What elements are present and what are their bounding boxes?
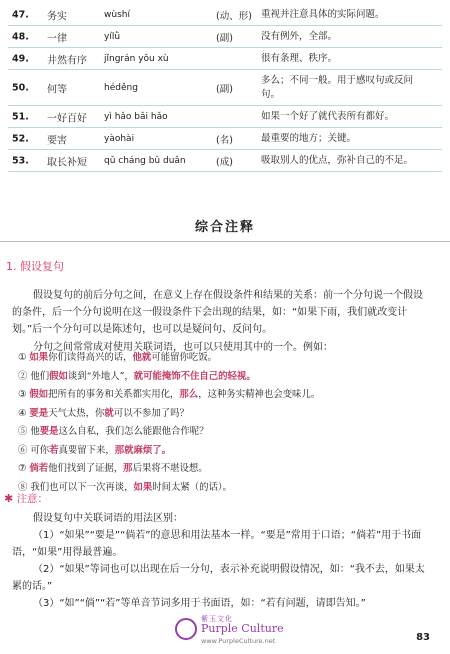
watermark-url: www.PurpleCulture.net <box>201 637 276 645</box>
vocab-word: 要害 <box>47 135 67 146</box>
note-heading <box>4 491 48 506</box>
page-number: 83 <box>416 632 430 643</box>
note-line: 假设复句中关联词语的用法区别： <box>33 513 183 524</box>
example-sentence: ⑧ 我们也可以下一次再谈，如果时间太紧（的话）。 <box>18 481 232 493</box>
vocab-pos: (名) <box>216 134 233 146</box>
vocabulary-table <box>8 4 442 172</box>
vocab-row <box>8 150 442 172</box>
section-divider <box>0 241 450 242</box>
vocab-number: 49. <box>12 53 29 64</box>
watermark-cn: 紫玉文化 <box>201 615 233 623</box>
vocab-number: 51. <box>12 111 29 122</box>
example-sentence: ① 如果你们读得高兴的话，他就可能留你吃饭。 <box>18 352 217 363</box>
vocab-meaning: 没有例外，全部。 <box>261 30 338 42</box>
example-sentence: ⑤ 他要是这么自私，我们怎么能跟他合作呢？ <box>18 426 209 437</box>
vocab-word: 井然有序 <box>47 55 87 66</box>
vocab-pos: (副) <box>216 83 233 95</box>
vocab-meaning: 很有条理、秩序。 <box>261 52 338 64</box>
watermark-en: Purple Culture <box>201 622 284 635</box>
vocab-meaning: 最重要的地方；关键。 <box>261 132 357 144</box>
vocab-pos: (成) <box>216 156 233 168</box>
vocab-pinyin: qǔ cháng bǔ duǎn <box>104 155 186 166</box>
vocab-row <box>8 48 442 70</box>
vocab-row <box>8 70 442 106</box>
example-list <box>18 349 432 497</box>
note-line: （1）“如果”“要是”“倘若”的意思和用法基本一样。“要是”常用于口语；“倘若”用于书面语，“如果”用得最普遍。 <box>12 530 422 558</box>
example-sentence: ② 他们假如谈到“外地人”，就可能掩饰不住自己的轻视。 <box>18 370 256 382</box>
vocab-meaning: 多么；不同一般。用于感叹句或反问句。 <box>261 74 414 100</box>
vocab-row <box>8 26 442 48</box>
section-heading: 综合注释 <box>194 220 255 235</box>
vocab-number: 50. <box>12 82 29 93</box>
example-sentence: ⑥ 可你若真要留下来，那就麻烦了。 <box>18 444 172 456</box>
vocab-pinyin: yàohài <box>104 133 135 144</box>
star-icon: ✱ <box>4 492 14 505</box>
note-body <box>12 510 430 612</box>
vocab-word: 一好百好 <box>47 113 87 124</box>
vocab-row <box>8 4 442 26</box>
vocab-meaning: 吸取别人的优点，弥补自己的不足。 <box>261 154 414 166</box>
note-line: （3）“如”“倘”“若”等单音节词多用于书面语，如：“若有问题，请即告知。” <box>33 598 366 609</box>
paragraph-definition: 假设复句的前后分句之间，在意义上存在假设条件和结果的关系：前一个分句说一个假设的条件，后一个分句说明在这一假设条件下会出现的结果，如：“如果下雨，我们就改变计划。”后一个分句可以是陈述句，也可以是疑问句、反问句。 <box>12 290 423 335</box>
vocab-word: 务实 <box>47 11 67 22</box>
paragraph-usage: 分句之间常常成对使用关联词语，也可以只使用其中的一个。例如： <box>33 342 333 353</box>
vocab-number: 52. <box>12 133 29 144</box>
vocab-number: 53. <box>12 155 29 166</box>
subsection-title: 1. 假设复句 <box>6 260 64 273</box>
vocab-pinyin: wùshí <box>104 9 130 20</box>
vocab-pos: (动、形) <box>216 10 252 22</box>
vocab-number: 48. <box>12 31 29 42</box>
vocab-word: 一律 <box>47 33 67 44</box>
vocab-pos: (副) <box>216 32 233 44</box>
vocab-pinyin: yílǜ <box>104 31 121 42</box>
note-line: （2）“如果”等词也可以出现在后一分句，表示补充说明假设情况，如：“我不去，如果太累的话。” <box>12 564 425 592</box>
vocab-pinyin: jǐngrán yǒu xù <box>104 53 169 64</box>
vocab-number: 47. <box>12 9 29 20</box>
note-title: 注意： <box>16 493 49 505</box>
example-sentence: ③ 假如把所有的事务和关系都实用化，那么，这种务实精神也会变味儿。 <box>18 389 321 400</box>
vocab-pinyin: héděng <box>104 82 138 93</box>
vocab-row <box>8 128 442 150</box>
vocab-pinyin: yì hǎo bǎi hǎo <box>104 111 168 122</box>
vocab-meaning: 重视并注意具体的实际问题。 <box>261 8 385 20</box>
example-sentence: ⑦ 倘若他们找到了证据，那后果将不堪设想。 <box>18 463 208 474</box>
example-sentence: ④ 要是天气太热，你就可以不参加了吗？ <box>18 407 189 419</box>
vocab-word: 何等 <box>47 84 67 95</box>
purple-culture-logo-icon <box>175 618 197 640</box>
vocab-meaning: 如果一个好了就代表所有都好。 <box>261 110 395 122</box>
vocab-row <box>8 106 442 128</box>
vocab-word: 取长补短 <box>47 157 87 168</box>
